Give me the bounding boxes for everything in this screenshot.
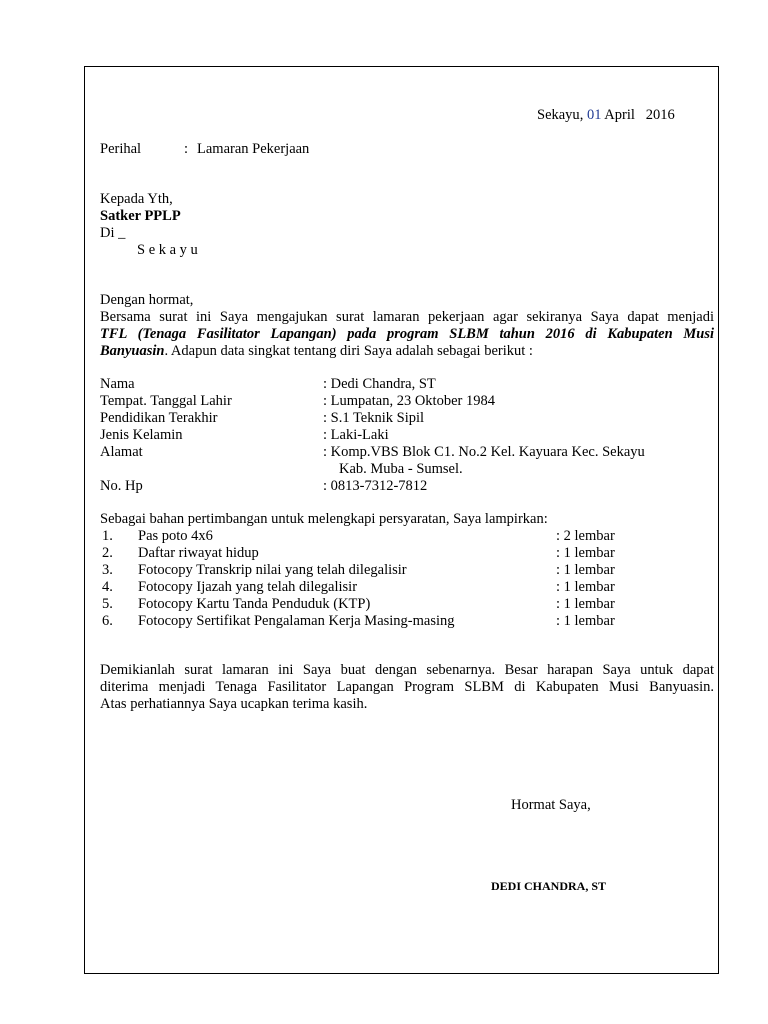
intro-line-2: TFL (Tenaga Fasilitator Lapangan) pada program SLBM tahun 2016 di Kabupaten Musi xyxy=(100,326,714,342)
attachment-item: Fotocopy Kartu Tanda Penduduk (KTP) xyxy=(138,596,371,612)
attachment-number: 5. xyxy=(102,596,113,612)
intro-paragraph xyxy=(100,309,714,360)
personal-value: : 0813-7312-7812 xyxy=(323,478,428,494)
closing-paragraph xyxy=(100,662,714,713)
recipient-di: Di _ xyxy=(100,225,126,241)
personal-label: Jenis Kelamin xyxy=(100,427,183,443)
attachment-item: Fotocopy Sertifikat Pengalaman Kerja Masing-masing xyxy=(138,613,455,629)
letter-date: Sekayu, 01 April 2016 xyxy=(537,107,675,123)
personal-value: : Komp.VBS Blok C1. No.2 Kel. Kayuara Kec. Sekayu xyxy=(323,444,645,460)
attachment-qty: : 1 lembar xyxy=(556,596,615,612)
greeting: Dengan hormat, xyxy=(100,292,194,308)
attachment-number: 3. xyxy=(102,562,113,578)
attachment-qty: : 1 lembar xyxy=(556,613,615,629)
attachment-number: 6. xyxy=(102,613,113,629)
subject-label: Perihal xyxy=(100,141,142,157)
subject-colon: : xyxy=(184,141,189,157)
attachment-qty: : 1 lembar xyxy=(556,562,615,578)
recipient-salutation: Kepada Yth, xyxy=(100,191,173,207)
closing-line-2: diterima menjadi Tenaga Fasilitator Lapangan Program SLBM di Kabupaten Musi Banyuasin. xyxy=(100,679,714,695)
attachment-item: Fotocopy Transkrip nilai yang telah dilegalisir xyxy=(138,562,407,578)
personal-label: Alamat xyxy=(100,444,143,460)
personal-value: : S.1 Teknik Sipil xyxy=(323,410,425,426)
recipient-name: Satker PPLP xyxy=(100,208,181,224)
personal-value-continued: Kab. Muba - Sumsel. xyxy=(339,461,463,477)
closing-line-1: Demikianlah surat lamaran ini Saya buat dengan sebenarnya. Besar harapan Saya untuk dapat xyxy=(100,662,714,678)
recipient-city: S e k a y u xyxy=(137,242,198,258)
closing-line-3: Atas perhatiannya Saya ucapkan terima kasih. xyxy=(100,696,368,712)
signoff: Hormat Saya, xyxy=(511,797,591,813)
personal-value: : Lumpatan, 23 Oktober 1984 xyxy=(323,393,495,409)
intro-line-3: Banyuasin. Adapun data singkat tentang diri Saya adalah sebagai berikut : xyxy=(100,343,533,359)
attachment-qty: : 2 lembar xyxy=(556,528,615,544)
subject-value: Lamaran Pekerjaan xyxy=(197,141,310,157)
personal-label: No. Hp xyxy=(100,478,143,494)
personal-value: : Laki-Laki xyxy=(323,427,389,443)
attachment-item: Fotocopy Ijazah yang telah dilegalisir xyxy=(138,579,358,595)
attachment-item: Daftar riwayat hidup xyxy=(138,545,259,561)
personal-label: Pendidikan Terakhir xyxy=(100,410,218,426)
intro-line-1: Bersama surat ini Saya mengajukan surat lamaran pekerjaan agar sekiranya Saya dapat menjadi xyxy=(100,309,714,325)
attachment-number: 1. xyxy=(102,528,113,544)
attachment-number: 4. xyxy=(102,579,113,595)
attachment-qty: : 1 lembar xyxy=(556,579,615,595)
attachment-qty: : 1 lembar xyxy=(556,545,615,561)
personal-label: Tempat. Tanggal Lahir xyxy=(100,393,232,409)
attachments-intro: Sebagai bahan pertimbangan untuk melengkapi persyaratan, Saya lampirkan: xyxy=(100,511,548,527)
attachment-number: 2. xyxy=(102,545,113,561)
signature-name: DEDI CHANDRA, ST xyxy=(491,879,607,893)
attachment-item: Pas poto 4x6 xyxy=(138,528,213,544)
personal-value: : Dedi Chandra, ST xyxy=(323,376,436,392)
personal-label: Nama xyxy=(100,376,135,392)
